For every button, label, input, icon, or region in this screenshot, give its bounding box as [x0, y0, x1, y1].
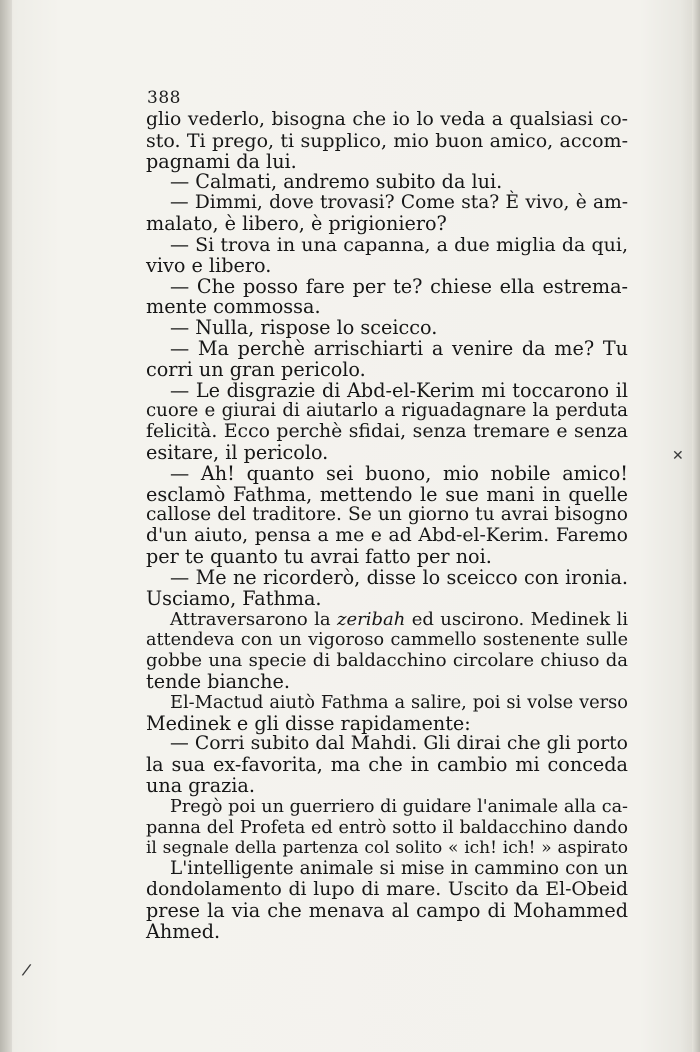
text-line: la sua ex-favorita, ma che in cambio mi conceda: [146, 753, 628, 777]
text-line: — Me ne ricorderò, disse lo sceicco con ironia.: [170, 565, 628, 589]
text-line: Attraversarono la zeribah ed uscirono. Medinek li: [170, 608, 628, 630]
text-line: esitare, il pericolo.: [146, 441, 329, 464]
text-line: dondolamento di lupo di mare. Uscito da El-Obeid: [146, 879, 628, 901]
text-line: una grazia.: [146, 774, 255, 797]
text-line: — Le disgrazie di Abd-el-Kerim mi toccarono il: [170, 378, 628, 402]
page-edge-shadow: [692, 0, 700, 1052]
text-line: L'intelligente animale si mise in cammino con un: [170, 858, 628, 880]
text-line: — Si trova in una capanna, a due miglia da qui,: [170, 233, 628, 256]
text-line: d'un aiuto, pensa a me e ad Abd-el-Kerim. Faremo: [146, 525, 628, 547]
text-line: — Dimmi, dove trovasi? Come sta? È vivo, è am-: [170, 192, 628, 214]
text-line: — Calmati, andremo subito da lui.: [170, 170, 503, 194]
text-line: — Corri subito dal Mahdi. Gli dirai che gli porto: [170, 733, 628, 755]
text-line: panna del Profeta ed entrò sotto il baldacchino dando: [146, 817, 628, 838]
text-line: felicità. Ecco perchè sfidai, senza tremare e senza: [146, 421, 628, 443]
text-line: mente commossa.: [146, 295, 321, 319]
text-line: — Ma perchè arrischiarti a venire da me? Tu: [170, 336, 628, 360]
text-line: — Nulla, rispose lo sceicco.: [170, 316, 438, 340]
margin-speck: ✕: [672, 448, 684, 464]
text-line: gobbe una specie di baldacchino circolare chiuso da: [146, 650, 628, 672]
text-line: per te quanto tu avrai fatto per noi.: [146, 545, 492, 569]
page-number: 388: [147, 88, 181, 108]
text-line: sto. Ti prego, ti supplico, mio buon amico, accom-: [146, 129, 628, 152]
text-line: Ahmed.: [146, 919, 221, 943]
page-binding-shadow: [0, 0, 12, 1052]
text-line: Medinek e gli disse rapidamente:: [146, 711, 471, 735]
margin-speck: /: [20, 959, 33, 980]
text-line: pagnami da lui.: [146, 149, 297, 173]
text-line: il segnale della partenza col solito « ich! ich! » aspirato: [146, 838, 628, 859]
text-line: prese la via che menava al campo di Mohammed: [146, 898, 628, 922]
text-line: tende bianche.: [146, 669, 290, 693]
text-line: Pregò poi un guerriero di guidare l'animale alla ca-: [170, 796, 628, 817]
body-text: [146, 110, 628, 943]
text-line: glio vederlo, bisogna che io lo veda a qualsiasi co-: [146, 109, 628, 130]
text-line: — Che posso fare per te? chiese ella estrema-: [170, 274, 628, 298]
text-line: malato, è libero, è prigioniero?: [146, 212, 447, 236]
text-line: — Ah! quanto sei buono, mio nobile amico!: [170, 461, 628, 485]
text-line: callose del traditore. Se un giorno tu avrai bisogno: [146, 504, 628, 526]
text-line: corri un gran pericolo.: [146, 357, 366, 381]
emphasized-word: zeribah: [337, 608, 406, 630]
text-line: esclamò Fathma, mettendo le sue mani in quelle: [146, 482, 628, 506]
text-line: cuore e giurai di aiutarlo a riguadagnare la perduta: [146, 400, 628, 422]
text-line: Usciamo, Fathma.: [146, 586, 322, 610]
text-line: attendeva con un vigoroso cammello sostenente sulle: [146, 630, 628, 651]
text-line: El-Mactud aiutò Fathma a salire, poi si volse verso: [170, 691, 628, 713]
text-line: vivo e libero.: [146, 253, 272, 277]
